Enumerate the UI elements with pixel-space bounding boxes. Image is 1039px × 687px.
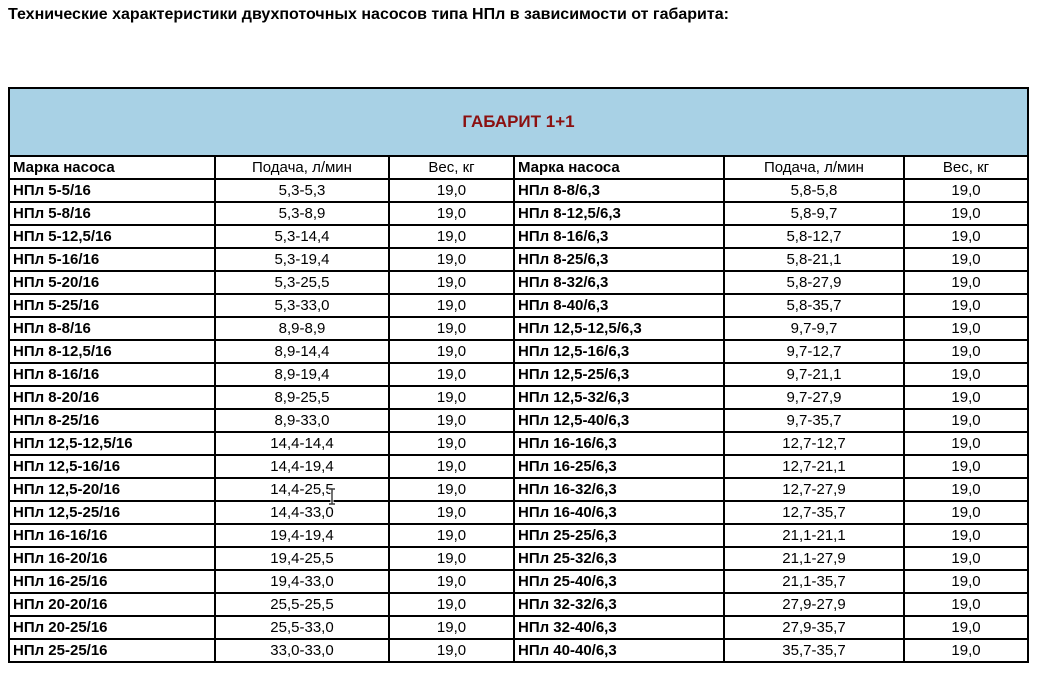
flow-range: 14,4-33,0 bbox=[215, 501, 389, 524]
weight: 19,0 bbox=[904, 248, 1028, 271]
weight: 19,0 bbox=[904, 455, 1028, 478]
flow-range: 35,7-35,7 bbox=[724, 639, 904, 662]
flow-range: 9,7-35,7 bbox=[724, 409, 904, 432]
weight: 19,0 bbox=[904, 501, 1028, 524]
flow-range: 8,9-25,5 bbox=[215, 386, 389, 409]
pump-model: НПл 25-25/6,3 bbox=[514, 524, 724, 547]
weight: 19,0 bbox=[904, 225, 1028, 248]
pump-model: НПл 5-8/16 bbox=[9, 202, 215, 225]
pump-model: НПл 5-12,5/16 bbox=[9, 225, 215, 248]
weight: 19,0 bbox=[904, 616, 1028, 639]
weight: 19,0 bbox=[389, 547, 514, 570]
weight: 19,0 bbox=[389, 271, 514, 294]
pump-model: НПл 8-8/16 bbox=[9, 317, 215, 340]
weight: 19,0 bbox=[389, 432, 514, 455]
flow-range: 5,8-12,7 bbox=[724, 225, 904, 248]
table-row bbox=[9, 294, 1028, 317]
flow-range: 25,5-33,0 bbox=[215, 616, 389, 639]
flow-range: 14,4-25,5 bbox=[215, 478, 389, 501]
pump-model: НПл 12,5-16/16 bbox=[9, 455, 215, 478]
pump-model: НПл 16-25/6,3 bbox=[514, 455, 724, 478]
flow-range: 12,7-27,9 bbox=[724, 478, 904, 501]
pump-model: НПл 12,5-40/6,3 bbox=[514, 409, 724, 432]
column-header-ves: Вес, кг bbox=[389, 156, 514, 179]
flow-range: 5,8-21,1 bbox=[724, 248, 904, 271]
flow-range: 8,9-33,0 bbox=[215, 409, 389, 432]
weight: 19,0 bbox=[389, 524, 514, 547]
weight: 19,0 bbox=[904, 409, 1028, 432]
flow-range: 8,9-19,4 bbox=[215, 363, 389, 386]
pump-model: НПл 12,5-25/16 bbox=[9, 501, 215, 524]
flow-range: 5,3-5,3 bbox=[215, 179, 389, 202]
weight: 19,0 bbox=[389, 340, 514, 363]
table-row bbox=[9, 639, 1028, 662]
flow-range: 5,8-9,7 bbox=[724, 202, 904, 225]
weight: 19,0 bbox=[904, 363, 1028, 386]
table-row bbox=[9, 455, 1028, 478]
pump-model: НПл 5-16/16 bbox=[9, 248, 215, 271]
flow-range: 5,3-19,4 bbox=[215, 248, 389, 271]
pump-model: НПл 16-20/16 bbox=[9, 547, 215, 570]
table-row bbox=[9, 501, 1028, 524]
weight: 19,0 bbox=[389, 386, 514, 409]
weight: 19,0 bbox=[389, 294, 514, 317]
weight: 19,0 bbox=[904, 478, 1028, 501]
flow-range: 5,8-35,7 bbox=[724, 294, 904, 317]
pump-model: НПл 8-25/6,3 bbox=[514, 248, 724, 271]
table-row bbox=[9, 616, 1028, 639]
pump-model: НПл 16-25/16 bbox=[9, 570, 215, 593]
weight: 19,0 bbox=[904, 294, 1028, 317]
table-row bbox=[9, 432, 1028, 455]
pump-model: НПл 8-12,5/6,3 bbox=[514, 202, 724, 225]
weight: 19,0 bbox=[389, 363, 514, 386]
table-row bbox=[9, 340, 1028, 363]
flow-range: 5,3-8,9 bbox=[215, 202, 389, 225]
column-header-marka-nasosa: Марка насоса bbox=[514, 156, 724, 179]
flow-range: 5,8-27,9 bbox=[724, 271, 904, 294]
weight: 19,0 bbox=[904, 570, 1028, 593]
flow-range: 21,1-27,9 bbox=[724, 547, 904, 570]
page-title: Технические характеристики двухпоточных насосов типа НПл в зависимости от габарита: bbox=[8, 6, 729, 23]
weight: 19,0 bbox=[904, 524, 1028, 547]
table-row bbox=[9, 179, 1028, 202]
weight: 19,0 bbox=[904, 179, 1028, 202]
pump-model: НПл 25-25/16 bbox=[9, 639, 215, 662]
flow-range: 5,3-25,5 bbox=[215, 271, 389, 294]
weight: 19,0 bbox=[389, 202, 514, 225]
table-row bbox=[9, 524, 1028, 547]
pump-model: НПл 25-32/6,3 bbox=[514, 547, 724, 570]
flow-range: 19,4-25,5 bbox=[215, 547, 389, 570]
table-row bbox=[9, 386, 1028, 409]
weight: 19,0 bbox=[904, 317, 1028, 340]
pump-model: НПл 5-5/16 bbox=[9, 179, 215, 202]
weight: 19,0 bbox=[904, 639, 1028, 662]
pump-model: НПл 8-16/6,3 bbox=[514, 225, 724, 248]
flow-range: 19,4-19,4 bbox=[215, 524, 389, 547]
flow-range: 27,9-27,9 bbox=[724, 593, 904, 616]
flow-range: 14,4-19,4 bbox=[215, 455, 389, 478]
pump-model: НПл 12,5-32/6,3 bbox=[514, 386, 724, 409]
pump-model: НПл 25-40/6,3 bbox=[514, 570, 724, 593]
pump-model: НПл 8-32/6,3 bbox=[514, 271, 724, 294]
column-header-podacha: Подача, л/мин bbox=[215, 156, 389, 179]
flow-range: 33,0-33,0 bbox=[215, 639, 389, 662]
pump-model: НПл 20-20/16 bbox=[9, 593, 215, 616]
table-row bbox=[9, 202, 1028, 225]
table-header-row bbox=[9, 156, 1028, 179]
column-header-podacha: Подача, л/мин bbox=[724, 156, 904, 179]
weight: 19,0 bbox=[904, 340, 1028, 363]
table-row bbox=[9, 225, 1028, 248]
weight: 19,0 bbox=[389, 478, 514, 501]
flow-range: 14,4-14,4 bbox=[215, 432, 389, 455]
flow-range: 9,7-12,7 bbox=[724, 340, 904, 363]
pump-model: НПл 8-25/16 bbox=[9, 409, 215, 432]
pump-model: НПл 16-16/16 bbox=[9, 524, 215, 547]
weight: 19,0 bbox=[904, 432, 1028, 455]
column-header-ves: Вес, кг bbox=[904, 156, 1028, 179]
flow-range: 12,7-21,1 bbox=[724, 455, 904, 478]
pump-model: НПл 12,5-12,5/16 bbox=[9, 432, 215, 455]
pump-model: НПл 12,5-20/16 bbox=[9, 478, 215, 501]
table-row bbox=[9, 363, 1028, 386]
table-row bbox=[9, 248, 1028, 271]
table-row bbox=[9, 271, 1028, 294]
flow-range: 25,5-25,5 bbox=[215, 593, 389, 616]
weight: 19,0 bbox=[904, 386, 1028, 409]
pump-model: НПл 8-20/16 bbox=[9, 386, 215, 409]
pump-model: НПл 40-40/6,3 bbox=[514, 639, 724, 662]
weight: 19,0 bbox=[389, 225, 514, 248]
weight: 19,0 bbox=[389, 570, 514, 593]
flow-range: 9,7-27,9 bbox=[724, 386, 904, 409]
table-row bbox=[9, 547, 1028, 570]
table-banner-row bbox=[9, 88, 1028, 156]
pump-model: НПл 8-8/6,3 bbox=[514, 179, 724, 202]
pump-model: НПл 12,5-25/6,3 bbox=[514, 363, 724, 386]
pump-model: НПл 16-16/6,3 bbox=[514, 432, 724, 455]
flow-range: 8,9-8,9 bbox=[215, 317, 389, 340]
pump-model: НПл 8-12,5/16 bbox=[9, 340, 215, 363]
flow-range: 9,7-21,1 bbox=[724, 363, 904, 386]
table-row bbox=[9, 593, 1028, 616]
weight: 19,0 bbox=[904, 593, 1028, 616]
weight: 19,0 bbox=[389, 248, 514, 271]
weight: 19,0 bbox=[389, 455, 514, 478]
weight: 19,0 bbox=[389, 616, 514, 639]
weight: 19,0 bbox=[389, 501, 514, 524]
weight: 19,0 bbox=[904, 202, 1028, 225]
weight: 19,0 bbox=[389, 409, 514, 432]
pump-model: НПл 8-16/16 bbox=[9, 363, 215, 386]
weight: 19,0 bbox=[904, 547, 1028, 570]
column-header-marka-nasosa: Марка насоса bbox=[9, 156, 215, 179]
flow-range: 5,3-33,0 bbox=[215, 294, 389, 317]
table-row bbox=[9, 570, 1028, 593]
pump-model: НПл 12,5-16/6,3 bbox=[514, 340, 724, 363]
weight: 19,0 bbox=[904, 271, 1028, 294]
pump-model: НПл 5-25/16 bbox=[9, 294, 215, 317]
weight: 19,0 bbox=[389, 639, 514, 662]
table-row bbox=[9, 478, 1028, 501]
weight: 19,0 bbox=[389, 179, 514, 202]
pump-model: НПл 16-32/6,3 bbox=[514, 478, 724, 501]
flow-range: 8,9-14,4 bbox=[215, 340, 389, 363]
pump-model: НПл 8-40/6,3 bbox=[514, 294, 724, 317]
table-row bbox=[9, 409, 1028, 432]
flow-range: 12,7-12,7 bbox=[724, 432, 904, 455]
flow-range: 21,1-21,1 bbox=[724, 524, 904, 547]
flow-range: 21,1-35,7 bbox=[724, 570, 904, 593]
flow-range: 5,8-5,8 bbox=[724, 179, 904, 202]
flow-range: 9,7-9,7 bbox=[724, 317, 904, 340]
weight: 19,0 bbox=[389, 593, 514, 616]
table-row bbox=[9, 317, 1028, 340]
pump-model: НПл 32-40/6,3 bbox=[514, 616, 724, 639]
flow-range: 27,9-35,7 bbox=[724, 616, 904, 639]
flow-range: 19,4-33,0 bbox=[215, 570, 389, 593]
weight: 19,0 bbox=[389, 317, 514, 340]
pump-model: НПл 5-20/16 bbox=[9, 271, 215, 294]
pump-model: НПл 16-40/6,3 bbox=[514, 501, 724, 524]
pump-model: НПл 12,5-12,5/6,3 bbox=[514, 317, 724, 340]
flow-range: 12,7-35,7 bbox=[724, 501, 904, 524]
pump-model: НПл 20-25/16 bbox=[9, 616, 215, 639]
pump-specs-table bbox=[8, 87, 1029, 663]
table-banner: ГАБАРИТ 1+1 bbox=[9, 88, 1028, 156]
flow-range: 5,3-14,4 bbox=[215, 225, 389, 248]
pump-model: НПл 32-32/6,3 bbox=[514, 593, 724, 616]
